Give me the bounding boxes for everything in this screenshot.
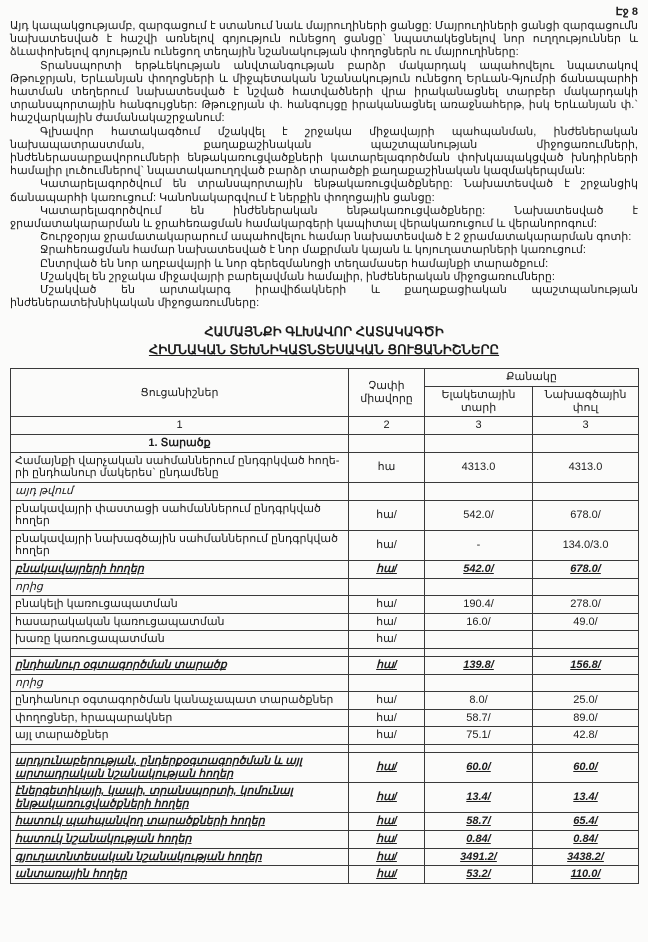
design-phase-cell (533, 435, 639, 453)
base-year-cell: 139.8/ (425, 656, 533, 674)
design-phase-cell: 678.0/ (533, 561, 639, 579)
indicator-cell: հատուկ նշանակության հողեր (11, 830, 349, 848)
paragraph: Այդ կապակցությամբ, զարգացում է ստանում նաև մայրուղիների ցանցը: Մայրուղիների ցանցի զարգացումն նախատեսված է հաշվի առնելով գոյություն ունեցող ցանցը` նպատակեցնելով նոր ուղղություններ և ձևափոխելով գոյություն ունեցող տեղային նշանակության փողոցներն ու մայրուղիները: (10, 20, 638, 59)
base-year-cell: 0.84/ (425, 830, 533, 848)
base-year-cell (425, 674, 533, 692)
unit-cell: հա/ (349, 530, 425, 560)
table-row (11, 435, 639, 453)
paragraph: Ընտրված են նոր աղբավայրի և նոր գերեզմանոցի տեղամասեր համայնքի տարածքում: (40, 257, 549, 270)
base-year-cell: 3491.2/ (425, 848, 533, 866)
indicator-cell: հասարակական կառուցապատման (11, 613, 349, 631)
paragraph: Մշակված են արտակարգ իրավիճակների և քաղաքացիական պաշտպանության ինժեներատեխնիկական միջոցառումները: (10, 284, 638, 310)
table-body (11, 435, 639, 883)
design-phase-cell: 65.4/ (533, 813, 639, 831)
design-phase-cell: 110.0/ (533, 866, 639, 884)
base-year-cell: 8.0/ (425, 692, 533, 710)
base-year-cell: 13.4/ (425, 783, 533, 813)
indicator-cell: գյուղատնտեսական նշանակության հողեր (11, 848, 349, 866)
design-phase-cell (533, 631, 639, 649)
paragraph: Տրանսպորտի երթևեկության անվտանգության բարձր մակարդակ ապահովելու նպատակով Թթուջրյան, Երևանյան փողոցների և միջպետական նշանակություն ունեցող Երևան-Գյումրի ճանապարհի հատման տեղերում նախատեսված է նշված հատվածների վրա իրականացնել տարբեր մակարդակի տրանսպորտային հանգույցներ: Թթուջրյան փ. հանգույցը իրականացնել առաջնահերթ, իսկ Երևանյան փ.` հաշվարկային ժամանակաշրջանում: (10, 59, 638, 125)
design-phase-cell: 4313.0 (533, 452, 639, 482)
indicator-cell (11, 744, 349, 752)
design-phase-cell: 278.0/ (533, 596, 639, 614)
table-row (11, 692, 639, 710)
table-header (11, 369, 639, 435)
design-phase-cell: 3438.2/ (533, 848, 639, 866)
header-row-top (11, 369, 639, 387)
table-row (11, 648, 639, 656)
indicator-cell: որից (11, 674, 349, 692)
table-row (11, 866, 639, 884)
table-row (11, 848, 639, 866)
table-row (11, 656, 639, 674)
unit-cell: հա/ (349, 656, 425, 674)
unit-cell: հա/ (349, 752, 425, 782)
indicator-cell: բնակավայրի փաստացի սահմաններում ընդգրկված հողեր (11, 500, 349, 530)
table-title (10, 323, 638, 359)
unit-cell: հա/ (349, 500, 425, 530)
indicator-cell: արդյունաբերության, ընդերքօգտագործման և այլ արտադրական նշանակության հողեր (11, 752, 349, 782)
base-year-cell: 53.2/ (425, 866, 533, 884)
design-phase-cell: 25.0/ (533, 692, 639, 710)
table-row (11, 561, 639, 579)
indicator-cell: 1. Տարածք (11, 435, 349, 453)
col-header-indicators: Ցուցանիշներ (11, 369, 349, 417)
base-year-cell (425, 483, 533, 501)
paragraph: Կատարելագործվում են տրանսպորտային ենթակառուցվածքները: Նախատեսված է շրջանցիկ ճանապարհի կառուցում: Կանոնակարգվում է ներքին փողոցային ցանցը: (10, 178, 638, 204)
unit-cell (349, 578, 425, 596)
col-header-base-year: Ելակետային տարի (425, 387, 533, 417)
design-phase-cell (533, 674, 639, 692)
unit-cell: հա/ (349, 613, 425, 631)
design-phase-cell: 0.84/ (533, 830, 639, 848)
indicator-cell: բնակավայրի նախագծային սահմաններում ընդգրկված հողեր (11, 530, 349, 560)
unit-cell: հա/ (349, 727, 425, 745)
paragraphs (10, 20, 638, 310)
unit-cell: հա (349, 452, 425, 482)
base-year-cell (425, 631, 533, 649)
base-year-cell (425, 744, 533, 752)
indicator-cell: բնակավայրերի հողեր (11, 561, 349, 579)
paragraph: Կատարելագործվում են ինժեներական ենթակառուցվածքները: Նախատեսված է ջրամատակարարման և ջրահեռացման համակարգերի կապիտալ վերակառուցում և վերանորոգում: (10, 204, 638, 231)
table-title-line2: ՀԻՄՆԱԿԱՆ ՏԵԽՆԻԿԱՏՆՏԵՍԱԿԱՆ ՑՈՒՑԱՆԻՇՆԵՐԸ (148, 342, 500, 358)
col-header-quantity: Քանակը (425, 369, 639, 387)
column-number-row (11, 417, 639, 435)
base-year-cell (425, 648, 533, 656)
design-phase-cell: 49.0/ (533, 613, 639, 631)
col-header-design-phase: Նախագծային փուլ (533, 387, 639, 417)
design-phase-cell (533, 744, 639, 752)
paragraph: Ջրահեռացման համար նախատեսված է նոր մաքրման կայան և կոյուղատարների կառուցում: (40, 244, 586, 257)
base-year-cell (425, 435, 533, 453)
column-number-3: 3 (425, 417, 533, 435)
column-number-1: 1 (11, 417, 349, 435)
indicator-cell: փողոցներ, հրապարակներ (11, 709, 349, 727)
indicator-cell: այլ տարածքներ (11, 727, 349, 745)
table-row (11, 727, 639, 745)
unit-cell: հա/ (349, 830, 425, 848)
base-year-cell: 4313.0 (425, 452, 533, 482)
unit-cell: հա/ (349, 848, 425, 866)
unit-cell (349, 674, 425, 692)
indicator-cell: էներգետիկայի, կապի, տրանսպորտի, կոմունալ ենթակառուցվածքների հողեր (11, 783, 349, 813)
paragraph: Մշակվել են շրջակա միջավայրի բարելավման համալիր, ինժեներական միջոցառումները: (40, 270, 555, 283)
table-row (11, 578, 639, 596)
unit-cell: հա/ (349, 561, 425, 579)
table-row (11, 830, 639, 848)
column-number-2: 2 (349, 417, 425, 435)
base-year-cell: - (425, 530, 533, 560)
design-phase-cell: 13.4/ (533, 783, 639, 813)
table-row (11, 709, 639, 727)
unit-cell: հա/ (349, 813, 425, 831)
table-row (11, 783, 639, 813)
table-row (11, 631, 639, 649)
table-row (11, 752, 639, 782)
design-phase-cell: 134.0/3.0 (533, 530, 639, 560)
design-phase-cell: 60.0/ (533, 752, 639, 782)
paragraph: Շուրջօրյա ջրամատակարարում ապահովելու համար նախատեսված է 2 ջրամատակարարման գոտի: (40, 231, 632, 244)
page-number: Էջ 8 (615, 6, 638, 18)
base-year-cell (425, 578, 533, 596)
indicator-cell: խառը կառուցապատման (11, 631, 349, 649)
column-number-4: 3 (533, 417, 639, 435)
indicator-cell: ընդհանուր օգտագործման կանաչապատ տարածքներ (11, 692, 349, 710)
unit-cell (349, 483, 425, 501)
indicators-table (10, 368, 639, 883)
unit-cell: հա/ (349, 596, 425, 614)
table-row (11, 813, 639, 831)
table-row (11, 530, 639, 560)
base-year-cell: 58.7/ (425, 709, 533, 727)
unit-cell (349, 648, 425, 656)
design-phase-cell: 89.0/ (533, 709, 639, 727)
design-phase-cell: 678.0/ (533, 500, 639, 530)
col-header-unit: Չափի միավորը (349, 369, 425, 417)
base-year-cell: 58.7/ (425, 813, 533, 831)
unit-cell (349, 435, 425, 453)
unit-cell: հա/ (349, 692, 425, 710)
design-phase-cell: 156.8/ (533, 656, 639, 674)
indicator-cell: անտառային հողեր (11, 866, 349, 884)
base-year-cell: 542.0/ (425, 500, 533, 530)
base-year-cell: 60.0/ (425, 752, 533, 782)
indicator-cell: որից (11, 578, 349, 596)
base-year-cell: 75.1/ (425, 727, 533, 745)
indicator-cell: բնակելի կառուցապատման (11, 596, 349, 614)
indicator-cell: այդ թվում (11, 483, 349, 501)
design-phase-cell (533, 483, 639, 501)
table-row (11, 613, 639, 631)
base-year-cell: 190.4/ (425, 596, 533, 614)
table-row (11, 744, 639, 752)
indicator-cell: ընդհանուր օգտագործման տարածք (11, 656, 349, 674)
indicator-cell (11, 648, 349, 656)
table-row (11, 500, 639, 530)
base-year-cell: 16.0/ (425, 613, 533, 631)
table-row (11, 483, 639, 501)
indicator-cell: հատուկ պահպանվող տարածքների հողեր (11, 813, 349, 831)
table-row (11, 674, 639, 692)
design-phase-cell: 42.8/ (533, 727, 639, 745)
unit-cell: հա/ (349, 866, 425, 884)
unit-cell: հա/ (349, 783, 425, 813)
table-title-line1: ՀԱՄԱՅՆՔԻ ԳԼԽԱՎՈՐ ՀԱՏԱԿԱԳԾԻ (204, 324, 444, 340)
indicator-cell: Համայնքի վարչական սահմաններում ընդգրկված հողե- րի ընդհանուր մակերես` ընդամենը (11, 452, 349, 482)
table-row (11, 596, 639, 614)
paragraph: Գլխավոր հատակագծում մշակվել է շրջակա միջավայրի պահպանման, ինժեներական նախապատրաստման, քաղաքաշինական պաշտպանության միջոցառումների, ինժեներասարքավորումների ենթակառուցվածքների կատարելագործման փոխկապակցված խնդիրների համալիր լուծումներով` նպատակաուղղված բարձր տարածքի քաղաքաշինական կազմակերպման: (10, 125, 638, 178)
unit-cell (349, 744, 425, 752)
design-phase-cell (533, 648, 639, 656)
base-year-cell: 542.0/ (425, 561, 533, 579)
design-phase-cell (533, 578, 639, 596)
unit-cell: հա/ (349, 709, 425, 727)
unit-cell: հա/ (349, 631, 425, 649)
table-row (11, 452, 639, 482)
